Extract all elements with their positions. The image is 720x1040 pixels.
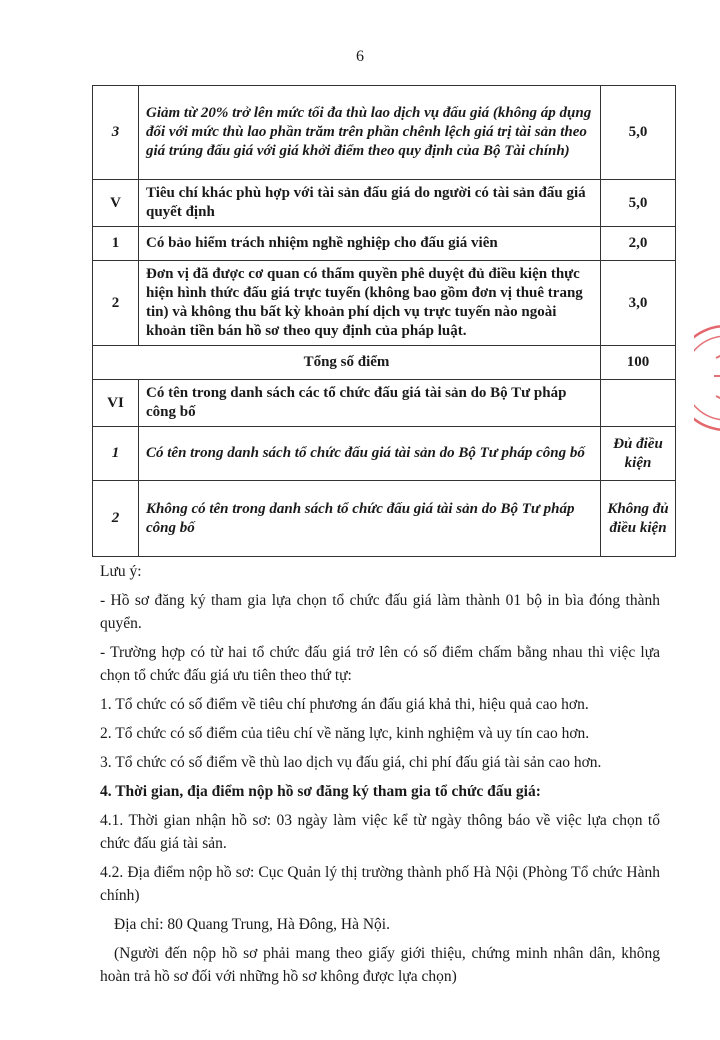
submission-address: Địa chỉ: 80 Quang Trung, Hà Đông, Hà Nội.: [114, 916, 390, 933]
criteria-table: [92, 85, 676, 557]
section-4-title: 4. Thời gian, địa điểm nộp hồ sơ đăng ký tham gia tổ chức đấu giá:: [100, 783, 541, 800]
notes-section: [100, 560, 660, 994]
row-description: Có bảo hiểm trách nhiệm nghề nghiệp cho đấu giá viên: [139, 227, 601, 261]
page-number: 6: [356, 48, 364, 65]
row-description: Có tên trong danh sách các tổ chức đấu giá tài sản do Bộ Tư pháp công bố: [139, 380, 601, 427]
note-item: 3. Tổ chức có số điểm về thù lao dịch vụ đấu giá, chi phí đấu giá tài sản cao hơn.: [100, 754, 602, 771]
table-row: [93, 180, 676, 227]
note-item: - Hồ sơ đăng ký tham gia lựa chọn tổ chức đấu giá làm thành 01 bộ in bìa đóng thành quyển.: [100, 592, 660, 632]
table-row: [93, 427, 676, 481]
total-label: Tổng số điểm: [93, 346, 601, 380]
note-item: - Trường hợp có từ hai tổ chức đấu giá trở lên có số điểm chấm bằng nhau thì việc lựa chọn tổ chức đấu giá ưu tiên theo thứ tự:: [100, 644, 660, 684]
row-score: 3,0: [601, 261, 676, 346]
row-description: Không có tên trong danh sách tổ chức đấu giá tài sản do Bộ Tư pháp công bố: [139, 481, 601, 557]
submission-place: 4.2. Địa điểm nộp hồ sơ: Cục Quản lý thị trường thành phố Hà Nội (Phòng Tổ chức Hành chính): [100, 864, 660, 904]
row-score: 5,0: [601, 86, 676, 180]
row-description: Tiêu chí khác phù hợp với tài sản đấu giá do người có tài sản đấu giá quyết định: [139, 180, 601, 227]
row-score: 2,0: [601, 227, 676, 261]
row-score: Không đủ điều kiện: [601, 481, 676, 557]
total-value: 100: [601, 346, 676, 380]
note-item: 1. Tổ chức có số điểm về tiêu chí phương án đấu giá khả thi, hiệu quả cao hơn.: [100, 696, 589, 713]
row-number: 1: [93, 227, 139, 261]
note-item: 2. Tổ chức có số điểm của tiêu chí về năng lực, kinh nghiệm và uy tín cao hơn.: [100, 725, 590, 742]
table-row: [93, 227, 676, 261]
row-number: 2: [93, 261, 139, 346]
row-number: V: [93, 180, 139, 227]
row-number: 3: [93, 86, 139, 180]
row-number: 2: [93, 481, 139, 557]
row-score: Đủ điều kiện: [601, 427, 676, 481]
row-score: 5,0: [601, 180, 676, 227]
notes-title: Lưu ý:: [100, 563, 142, 580]
submission-remark: (Người đến nộp hồ sơ phải mang theo giấy giới thiệu, chứng minh nhân dân, không hoàn trả hồ sơ đối với những hồ sơ không được lựa chọn): [100, 945, 660, 985]
row-description: Có tên trong danh sách tổ chức đấu giá tài sản do Bộ Tư pháp công bố: [139, 427, 601, 481]
row-score: [601, 380, 676, 427]
row-description: Giảm từ 20% trở lên mức tối đa thù lao dịch vụ đấu giá (không áp dụng đối với mức thù lao phần trăm trên phần chênh lệch giá trị tài sản theo giá trúng đấu giá với giá khởi điểm theo quy định của Bộ Tài chính): [139, 86, 601, 180]
table-row: [93, 481, 676, 557]
table-row: [93, 380, 676, 427]
submission-time: 4.1. Thời gian nhận hồ sơ: 03 ngày làm việc kể từ ngày thông báo về việc lựa chọn tổ chức đấu giá tài sản.: [100, 812, 660, 852]
total-row: [93, 346, 676, 380]
table-row: [93, 86, 676, 180]
row-description: Đơn vị đã được cơ quan có thẩm quyền phê duyệt đủ điều kiện thực hiện hình thức đấu giá trực tuyến (không bao gồm đơn vị thuê trang tin) và không thu bất kỳ khoản phí dịch vụ trực tuyến nào ngoài khoản tiền bán hồ sơ theo quy định của pháp luật.: [139, 261, 601, 346]
row-number: VI: [93, 380, 139, 427]
stamp-fragment-icon: [694, 318, 720, 438]
row-number: 1: [93, 427, 139, 481]
table-row: [93, 261, 676, 346]
